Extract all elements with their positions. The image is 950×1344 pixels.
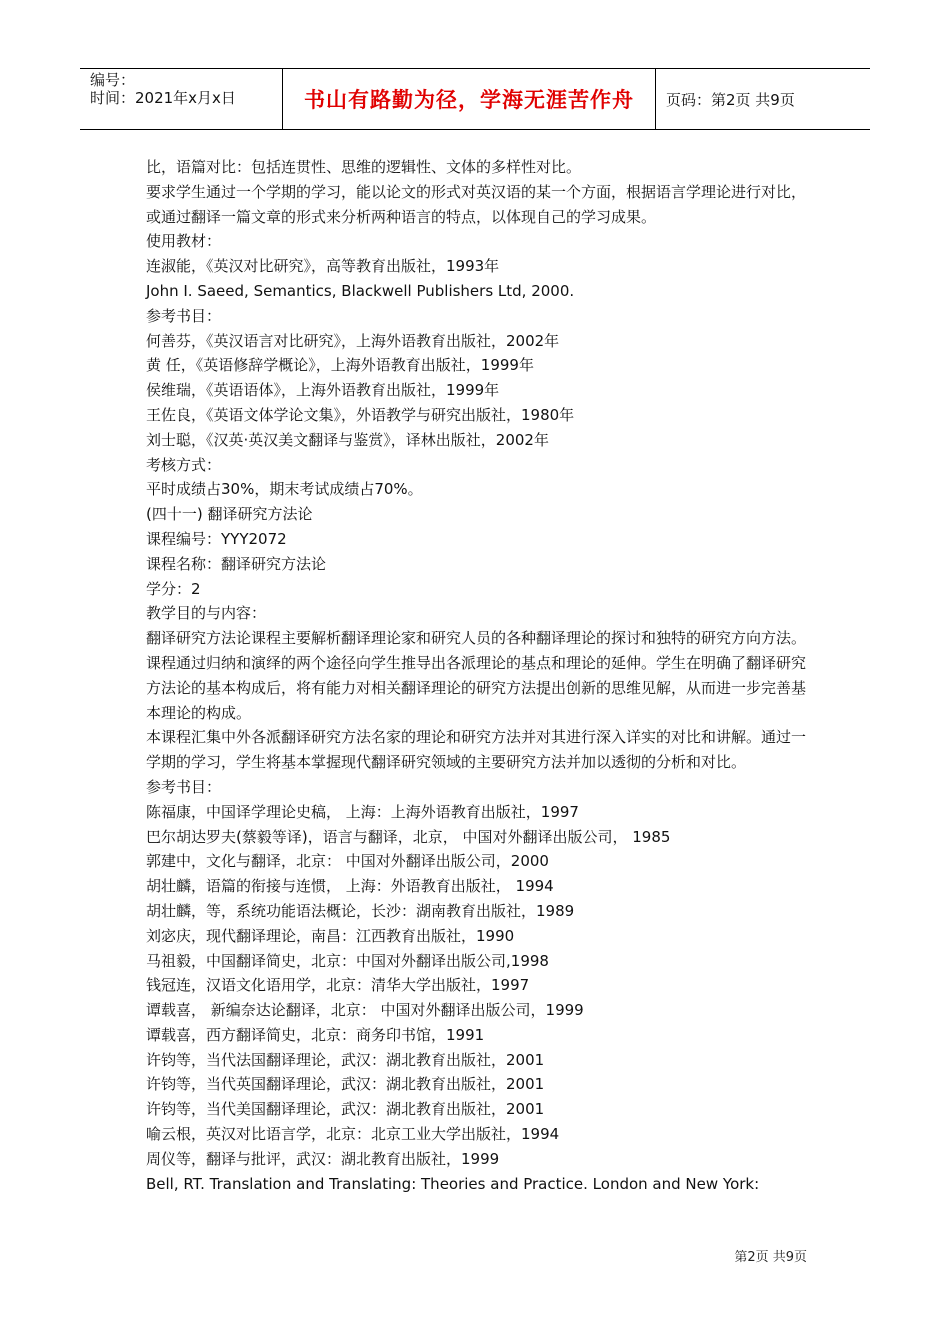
course-credits: 学分：2 [146, 579, 201, 598]
reference-item: 钱冠连，汉语文化语用学，北京：清华大学出版社，1997 [146, 976, 530, 995]
reference-item: 郭建中，文化与翻译，北京： 中国对外翻译出版公司，2000 [146, 852, 549, 871]
reference-item: 谭载喜， 新编奈达论翻译，北京： 中国对外翻译出版公司，1999 [146, 1001, 584, 1020]
section-label: 参考书目： [146, 306, 222, 325]
reference-item: 刘士聪，《汉英·英汉美文翻译与鉴赏》，译林出版社，2002年 [146, 430, 549, 449]
reference-item: 胡壮麟，语篇的衔接与连惯， 上海：外语教育出版社， 1994 [146, 877, 554, 896]
paragraph: 翻译研究方法论课程主要解析翻译理论家和研究人员的各种翻译理论的探讨和独特的研究方向方法。课程通过归纳和演绎的两个途径向学生推导出各派理论的基点和理论的延伸。学生在明确了翻译研究方法论的基本构成后，将有能力对相关翻译理论的研究方法提出创新的思维见解，从而进一步完善基本理论的构成。 [146, 629, 807, 722]
assessment-text: 平时成绩占30%，期末考试成绩占70%。 [146, 480, 423, 499]
reference-item: 王佐良，《英语文体学论文集》，外语教学与研究出版社，1980年 [146, 405, 575, 424]
textbook-item: 连淑能，《英汉对比研究》，高等教育出版社，1993年 [146, 257, 500, 276]
paragraph: 本课程汇集中外各派翻译研究方法名家的理论和研究方法并对其进行深入详实的对比和讲解。通过一学期的学习，学生将基本掌握现代翻译研究领域的主要研究方法并加以透彻的分析和对比。 [146, 728, 807, 772]
reference-item: 许钧等，当代法国翻译理论，武汉：湖北教育出版社，2001 [146, 1050, 545, 1069]
header-date: 时间：2021年x月x日 [90, 89, 236, 107]
textbook-item: John I. Saeed, Semantics, Blackwell Publishers Ltd, 2000. [146, 281, 575, 300]
reference-item: 许钧等，当代美国翻译理论，武汉：湖北教育出版社，2001 [146, 1100, 545, 1119]
reference-item: 黄 任，《英语修辞学概论》，上海外语教育出版社，1999年 [146, 356, 534, 375]
reference-item: 巴尔胡达罗夫(蔡毅等译)，语言与翻译，北京， 中国对外翻译出版公司， 1985 [146, 827, 671, 846]
reference-item: 胡壮麟，等，系统功能语法概论，长沙：湖南教育出版社，1989 [146, 901, 575, 920]
reference-item: 刘宓庆，现代翻译理论，南昌：江西教育出版社，1990 [146, 926, 515, 945]
page-footer: 第2页 共9页 [734, 1250, 807, 1265]
course-name: 课程名称：翻译研究方法论 [146, 554, 327, 573]
page-header [80, 68, 870, 130]
reference-item: Bell, RT. Translation and Translating: Theories and Practice. London and New York: [146, 1174, 760, 1193]
reference-item: 许钧等，当代英国翻译理论，武汉：湖北教育出版社，2001 [146, 1075, 545, 1094]
section-label: 使用教材： [146, 232, 222, 251]
reference-item: 谭载喜，西方翻译简史，北京：商务印书馆，1991 [146, 1025, 485, 1044]
reference-item: 陈福康，中国译学理论史稿， 上海：上海外语教育出版社，1997 [146, 802, 579, 821]
document-body [146, 155, 816, 1196]
section-label: 教学目的与内容： [146, 604, 267, 623]
paragraph: 要求学生通过一个学期的学习，能以论文的形式对英汉语的某一个方面，根据语言学理论进行对比，或通过翻译一篇文章的形式来分析两种语言的特点，以体现自己的学习成果。 [146, 182, 807, 226]
reference-item: 马祖毅，中国翻译简史，北京：中国对外翻译出版公司,1998 [146, 951, 549, 970]
reference-item: 何善芬，《英汉语言对比研究》，上海外语教育出版社，2002年 [146, 331, 560, 350]
header-meta [80, 69, 282, 129]
course-heading: (四十一) 翻译研究方法论 [146, 505, 313, 524]
header-number-label: 编号： [90, 71, 136, 89]
paragraph: 比，语篇对比：包括连贯性、思维的逻辑性、文体的多样性对比。 [146, 158, 582, 176]
reference-item: 侯维瑞，《英语语体》，上海外语教育出版社，1999年 [146, 381, 500, 400]
header-motto: 书山有路勤为径，学海无涯苦作舟 [282, 69, 656, 129]
course-code: 课程编号：YYY2072 [146, 529, 287, 548]
reference-item: 周仪等，翻译与批评，武汉：湖北教育出版社，1999 [146, 1149, 500, 1168]
section-label: 考核方式： [146, 455, 222, 474]
reference-item: 喻云根，英汉对比语言学，北京：北京工业大学出版社，1994 [146, 1125, 560, 1144]
header-page-info: 页码：第2页 共9页 [666, 90, 795, 109]
section-label: 参考书目： [146, 777, 222, 796]
